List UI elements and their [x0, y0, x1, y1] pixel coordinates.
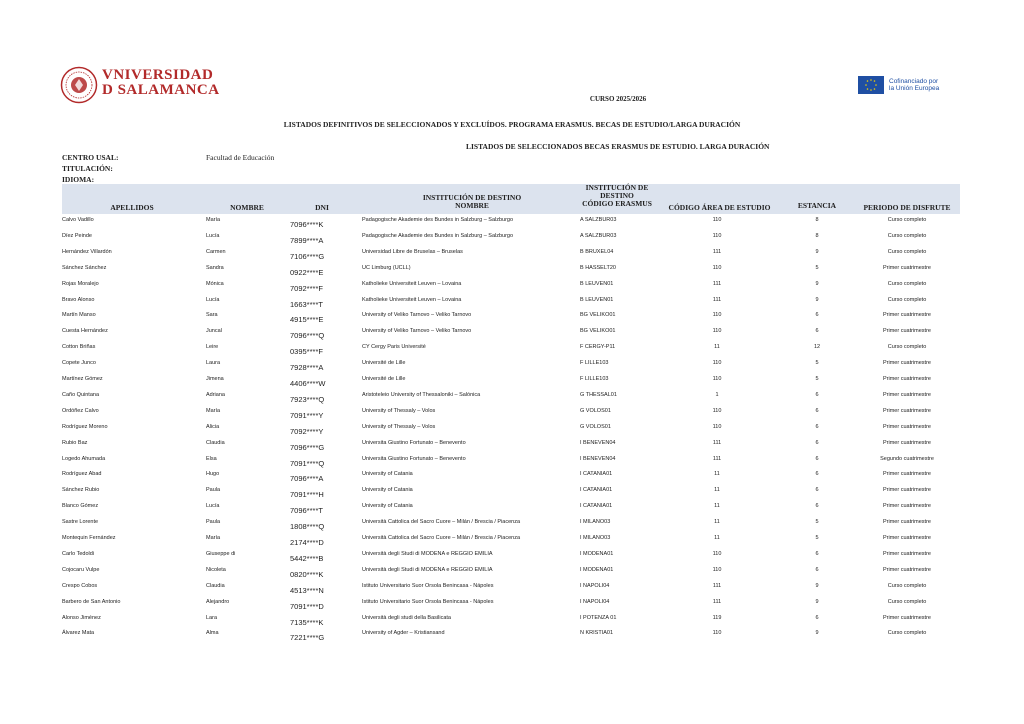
- cell-estancia: 6: [815, 487, 819, 494]
- cell-institucion: University of Agder – Kristiansand: [362, 630, 445, 637]
- cell-dni: 7091****Y: [290, 410, 324, 420]
- cell-periodo: Primer cuatrimestre: [883, 471, 931, 478]
- cell-apellidos: Hernández Villardón: [62, 248, 112, 255]
- academic-year: CURSO 2025/2026: [589, 95, 647, 103]
- cell-periodo: Primer cuatrimestre: [883, 439, 931, 446]
- cell-estancia: 5: [815, 264, 819, 271]
- cell-institucion: Katholieke Universiteit Leuven – Lovaina: [362, 280, 462, 287]
- header-periodo: PERIODO DE DISFRUTE: [863, 203, 951, 212]
- cell-codigo: I NAPOLI04: [580, 582, 610, 589]
- cell-nombre: Carmen: [206, 248, 226, 255]
- cell-periodo: Segundo cuatrimestre: [880, 455, 934, 462]
- cell-estancia: 6: [815, 503, 819, 510]
- cell-area: 110: [712, 423, 722, 430]
- cell-estancia: 9: [815, 280, 819, 287]
- cell-apellidos: Rubio Baz: [62, 439, 88, 446]
- cell-area: 110: [712, 550, 722, 557]
- cell-estancia: 12: [813, 344, 821, 351]
- cell-area: 11: [714, 344, 720, 351]
- cell-dni: 7106****G: [290, 251, 325, 261]
- table-row: [62, 548, 960, 562]
- table-row: [62, 341, 960, 355]
- cell-codigo: F LILLE103: [580, 376, 609, 382]
- cell-nombre: Adriana: [206, 391, 225, 398]
- cell-codigo: A SALZBUR03: [580, 232, 617, 239]
- cell-estancia: 6: [815, 550, 819, 557]
- cell-nombre: Lara: [206, 614, 218, 621]
- cell-dni: 0395****F: [290, 347, 323, 357]
- header-institucion-line1: INSTITUCIÓN DE DESTINO: [422, 193, 522, 202]
- cell-periodo: Curso completo: [887, 280, 927, 287]
- cell-estancia: 9: [815, 296, 819, 303]
- cell-area: 11: [714, 471, 720, 478]
- cell-dni: 7096****Q: [290, 331, 325, 341]
- cell-dni: 7135****K: [290, 617, 324, 627]
- cell-institucion: Universidad Libre de Bruselas – Bruselas: [362, 248, 463, 255]
- cell-nombre: Alicia: [206, 423, 220, 430]
- cell-area: 110: [712, 264, 722, 271]
- cell-codigo: B BRUXEL04: [580, 248, 614, 255]
- table-row: [62, 325, 960, 339]
- table-row: [62, 278, 960, 292]
- eu-text: [889, 78, 939, 92]
- cell-periodo: Primer cuatrimestre: [883, 519, 931, 526]
- cell-area: 11: [714, 503, 720, 510]
- cell-institucion: Université de Lille: [362, 360, 406, 367]
- university-wordmark: [102, 68, 220, 98]
- cell-area: 110: [712, 328, 722, 335]
- cell-apellidos: Calvo Vadillo: [62, 217, 94, 223]
- cell-estancia: 6: [815, 471, 819, 478]
- header-institucion: [392, 194, 552, 210]
- cell-codigo: I MODENA01: [580, 550, 614, 557]
- eu-text-line1: Cofinanciado por: [889, 78, 939, 85]
- cell-estancia: 8: [815, 232, 819, 239]
- cell-apellidos: Blanco Gómez: [62, 503, 99, 510]
- cell-codigo: B HASSELT20: [580, 264, 616, 271]
- cell-codigo: I BENEVEN04: [580, 439, 616, 446]
- cell-area: 111: [712, 248, 722, 255]
- header-codigo-erasmus: [572, 184, 662, 208]
- cell-nombre: Mónica: [206, 280, 224, 287]
- cell-periodo: Curso completo: [887, 630, 927, 637]
- header-nombre: NOMBRE: [230, 203, 264, 212]
- cell-apellidos: Ordóñez Calvo: [62, 407, 99, 414]
- cell-area: 1: [715, 391, 719, 398]
- cell-codigo: G VOLOS01: [580, 407, 611, 414]
- cell-apellidos: Sastre Lorente: [62, 519, 99, 526]
- cell-codigo: F LILLE103: [580, 360, 609, 367]
- cell-dni: 7096****G: [290, 442, 325, 452]
- cell-institucion: University of Veliko Tarnovo – Veliko Tarnovo: [362, 328, 472, 335]
- cell-dni: 7096****K: [290, 220, 324, 229]
- cell-dni: 7092****F: [290, 283, 323, 293]
- cell-area: 110: [712, 232, 722, 239]
- cell-estancia: 6: [815, 439, 819, 446]
- cell-periodo: Primer cuatrimestre: [883, 407, 931, 414]
- cell-nombre: Hugo: [206, 471, 220, 478]
- cell-apellidos: Sánchez Sánchez: [62, 264, 107, 271]
- cell-dni: 1808****Q: [290, 522, 325, 532]
- wordmark-line1: VNIVERSIDAD: [102, 67, 214, 83]
- cell-estancia: 8: [815, 217, 819, 223]
- table-row: [62, 516, 960, 530]
- cell-codigo: BG VELIKO01: [580, 328, 616, 335]
- cell-area: 111: [712, 280, 722, 287]
- cell-dni: 7092****Y: [290, 426, 324, 436]
- table-row: [62, 580, 960, 594]
- table-row: [62, 468, 960, 482]
- cell-area: 110: [712, 566, 722, 573]
- cell-apellidos: Álvarez Mata: [62, 630, 95, 637]
- cell-area: 110: [712, 376, 722, 382]
- cell-area: 110: [712, 630, 722, 637]
- cell-institucion: Istituto Universitario Suor Orsola Benincasa - Nápoles: [362, 582, 494, 589]
- cell-periodo: Curso completo: [887, 344, 927, 351]
- cell-area: 111: [712, 439, 722, 446]
- cell-apellidos: Carlo Tedoldi: [62, 550, 95, 557]
- cell-estancia: 9: [815, 248, 819, 255]
- table-row: [62, 262, 960, 276]
- cell-periodo: Primer cuatrimestre: [883, 360, 931, 367]
- cell-estancia: 5: [815, 535, 819, 541]
- cell-institucion: UC Limburg (UCLL): [362, 264, 411, 271]
- header-apellidos: APELLIDOS: [110, 203, 154, 212]
- cell-estancia: 5: [815, 376, 819, 382]
- cell-area: 111: [712, 582, 722, 589]
- cell-apellidos: Cotton Briñas: [62, 344, 96, 351]
- cell-dni: 7923****Q: [290, 394, 325, 404]
- cell-nombre: Laura: [206, 360, 221, 367]
- cell-area: 111: [712, 598, 722, 605]
- cell-estancia: 6: [815, 423, 819, 430]
- cell-institucion: Padagogische Akademie des Bundes in Salzburg – Salzburgo: [362, 232, 514, 239]
- table-header: [62, 184, 960, 214]
- cell-estancia: 6: [815, 455, 819, 462]
- cell-estancia: 6: [815, 328, 819, 335]
- table-row: [62, 627, 960, 641]
- list-subtitle: LISTADOS DE SELECCIONADOS BECAS ERASMUS DE ESTUDIO. LARGA DURACIÓN: [466, 142, 770, 151]
- header-area: CÓDIGO ÁREA DE ESTUDIO: [668, 203, 771, 212]
- cell-codigo: B LEUVEN01: [580, 280, 614, 287]
- cell-estancia: 5: [815, 519, 819, 526]
- centro-value: Facultad de Educación: [206, 153, 275, 162]
- cell-nombre: Paula: [206, 487, 221, 494]
- cell-codigo: BG VELIKO01: [580, 312, 616, 319]
- cell-institucion: University of Catania: [362, 503, 413, 510]
- cell-institucion: Università degli Studi di MODENA e REGGIO EMILIA: [362, 566, 493, 573]
- cell-apellidos: Martínez Gómez: [62, 376, 103, 382]
- cell-codigo: I CATANIA01: [580, 487, 613, 494]
- centro-label: CENTRO USAL:: [62, 153, 119, 162]
- cell-codigo: N KRISTIA01: [580, 630, 614, 637]
- cell-apellidos: Barbero de San Antonio: [62, 598, 121, 605]
- table-row: [62, 294, 960, 308]
- cell-dni: 5442****B: [290, 553, 324, 563]
- cell-apellidos: Caño Quintana: [62, 391, 99, 398]
- cell-nombre: Juncal: [206, 328, 222, 335]
- cell-codigo: I BENEVEN04: [580, 455, 616, 462]
- cell-institucion: Universita Giustino Fortunato – Benevento: [362, 439, 466, 446]
- cell-apellidos: Martín Manso: [62, 312, 96, 319]
- cell-institucion: University of Thessaly – Volos: [362, 407, 436, 414]
- table-row: [62, 309, 960, 323]
- cell-institucion: Istituto Universitario Suor Orsola Benincasa - Nápoles: [362, 598, 494, 605]
- table-row: [62, 230, 960, 244]
- cell-nombre: Nicoleta: [206, 566, 226, 573]
- table-row: [62, 532, 960, 546]
- cell-estancia: 9: [815, 598, 819, 605]
- cell-dni: 4915****E: [290, 315, 324, 325]
- cell-estancia: 6: [815, 407, 819, 414]
- header-codigo-line2: DESTINO: [600, 191, 634, 200]
- cell-codigo: I CATANIA01: [580, 503, 613, 510]
- cell-codigo: I POTENZA 01: [580, 614, 617, 621]
- cell-institucion: Université de Lille: [362, 376, 406, 382]
- eu-cofunding-logo: [858, 76, 939, 94]
- cell-nombre: Claudia: [206, 439, 225, 446]
- cell-codigo: A SALZBUR03: [580, 217, 617, 223]
- cell-institucion: Aristoteleio University of Thessaloniki – Salónica: [362, 391, 481, 398]
- table-row: [62, 214, 960, 228]
- cell-nombre: Alma: [206, 630, 219, 637]
- titulacion-label: TITULACIÓN:: [62, 164, 113, 173]
- cell-codigo: I NAPOLI04: [580, 598, 610, 605]
- cell-apellidos: Alonso Jiménez: [62, 614, 101, 621]
- table-row: [62, 484, 960, 498]
- eu-flag-icon: [858, 76, 884, 94]
- cell-estancia: 9: [815, 582, 819, 589]
- cell-institucion: University of Veliko Tarnovo – Veliko Tarnovo: [362, 312, 472, 319]
- cell-institucion: Padagogische Akademie des Bundes in Salzburg – Salzburgo: [362, 217, 514, 223]
- cell-area: 110: [712, 217, 722, 223]
- cell-periodo: Curso completo: [887, 598, 927, 605]
- cell-estancia: 6: [815, 566, 819, 573]
- cell-nombre: Lucía: [206, 296, 220, 303]
- cell-dni: 7091****Q: [290, 458, 325, 468]
- table-row: [62, 500, 960, 514]
- cell-nombre: María: [206, 535, 221, 541]
- eu-text-line2: la Unión Europea: [889, 85, 940, 92]
- cell-codigo: G THESSAL01: [580, 391, 617, 398]
- cell-nombre: Lucía: [206, 232, 220, 239]
- cell-nombre: Alejandro: [206, 598, 230, 605]
- cell-apellidos: Sánchez Rubio: [62, 487, 100, 494]
- header-institucion-line2: NOMBRE: [455, 201, 489, 210]
- cell-area: 111: [712, 296, 722, 303]
- cell-periodo: Primer cuatrimestre: [883, 535, 931, 541]
- cell-institucion: Università degli Studi di MODENA e REGGIO EMILIA: [362, 550, 493, 557]
- cell-codigo: F CERGY-P11: [580, 344, 616, 351]
- cell-codigo: G VOLOS01: [580, 423, 611, 430]
- cell-apellidos: Cojocaru Vulpe: [62, 566, 100, 573]
- cell-area: 111: [712, 455, 722, 462]
- cell-periodo: Curso completo: [887, 217, 927, 223]
- cell-area: 11: [714, 535, 720, 541]
- table-row: [62, 246, 960, 260]
- table-row: [62, 357, 960, 371]
- table-row: [62, 405, 960, 419]
- cell-apellidos: Cuesta Hernández: [62, 328, 108, 335]
- cell-codigo: I MILANO03: [580, 519, 611, 526]
- cell-institucion: Università Cattolica del Sacro Cuore – Milán / Brescia / Piacenza: [362, 519, 521, 526]
- header-codigo-line3: CÓDIGO ERASMUS: [582, 199, 652, 208]
- header-estancia: ESTANCIA: [797, 201, 837, 210]
- cell-periodo: Primer cuatrimestre: [883, 487, 931, 494]
- cell-nombre: María: [206, 217, 221, 223]
- cell-periodo: Primer cuatrimestre: [883, 550, 931, 557]
- cell-apellidos: Rodríguez Moreno: [62, 423, 108, 430]
- cell-dni: 7899****A: [290, 235, 324, 245]
- cell-apellidos: Rojas Moralejo: [62, 280, 99, 287]
- cell-nombre: Lucía: [206, 503, 220, 510]
- table-row: [62, 389, 960, 403]
- cell-periodo: Primer cuatrimestre: [883, 423, 931, 430]
- cell-dni: 7928****A: [290, 363, 324, 373]
- cell-codigo: B LEUVEN01: [580, 296, 614, 303]
- cell-area: 11: [714, 487, 720, 494]
- cell-nombre: Paula: [206, 519, 221, 526]
- cell-dni: 7096****T: [290, 506, 323, 516]
- cell-apellidos: Bravo Alonso: [62, 296, 95, 303]
- cell-dni: 0820****K: [290, 569, 324, 579]
- wordmark-line2: D SALAMANCA: [102, 82, 220, 98]
- cell-institucion: University of Thessaly – Volos: [362, 423, 436, 430]
- cell-area: 11: [714, 519, 720, 526]
- cell-periodo: Primer cuatrimestre: [883, 391, 931, 398]
- cell-periodo: Curso completo: [887, 582, 927, 589]
- cell-area: 110: [712, 312, 722, 319]
- cell-apellidos: Díez Peinde: [62, 232, 92, 239]
- cell-area: 110: [712, 360, 722, 367]
- table-row: [62, 437, 960, 451]
- cell-dni: 2174****D: [290, 538, 324, 547]
- cell-nombre: Sara: [206, 312, 218, 319]
- cell-periodo: Primer cuatrimestre: [883, 264, 931, 271]
- cell-estancia: 6: [815, 614, 819, 621]
- table-row: [62, 373, 960, 387]
- cell-periodo: Primer cuatrimestre: [883, 503, 931, 510]
- header-dni: DNI: [315, 203, 329, 212]
- cell-institucion: Università Cattolica del Sacro Cuore – Milán / Brescia / Piacenza: [362, 535, 521, 541]
- cell-apellidos: Rodríguez Abad: [62, 471, 102, 478]
- cell-institucion: Katholieke Universiteit Leuven – Lovaina: [362, 296, 462, 303]
- cell-dni: 7091****H: [290, 490, 324, 500]
- cell-apellidos: Copete Junco: [62, 360, 96, 367]
- header-codigo-line1: INSTITUCIÓN DE: [585, 183, 649, 192]
- cell-estancia: 6: [815, 312, 819, 319]
- cell-institucion: University of Catania: [362, 487, 413, 494]
- cell-institucion: University of Catania: [362, 471, 413, 478]
- idioma-label: IDIOMA:: [62, 175, 95, 184]
- cell-codigo: I MODENA01: [580, 566, 614, 573]
- cell-periodo: Primer cuatrimestre: [883, 566, 931, 573]
- cell-periodo: Primer cuatrimestre: [883, 614, 931, 621]
- cell-dni: 7221****G: [290, 633, 325, 643]
- cell-estancia: 9: [815, 630, 819, 637]
- cell-apellidos: Montequin Fernández: [62, 535, 116, 541]
- cell-institucion: Universita Giustino Fortunato – Benevento: [362, 455, 466, 462]
- cell-periodo: Primer cuatrimestre: [883, 376, 931, 382]
- cell-estancia: 5: [815, 360, 819, 367]
- cell-institucion: CY Cergy Paris Université: [362, 344, 426, 351]
- cell-institucion: Università degli studi della Basilicata: [362, 614, 451, 621]
- cell-dni: 7096****A: [290, 474, 324, 484]
- cell-dni: 4513****N: [290, 585, 324, 595]
- cell-nombre: Elsa: [206, 455, 217, 462]
- cell-dni: 0922****E: [290, 267, 324, 277]
- cell-periodo: Primer cuatrimestre: [883, 328, 931, 335]
- cell-nombre: Claudia: [206, 582, 225, 589]
- table-row: [62, 564, 960, 578]
- table-row: [62, 453, 960, 467]
- cell-dni: 1663****T: [290, 299, 323, 309]
- cell-nombre: Jimena: [206, 376, 224, 382]
- cell-codigo: I MILANO03: [580, 535, 611, 541]
- cell-codigo: I CATANIA01: [580, 471, 613, 478]
- cell-periodo: Curso completo: [887, 232, 927, 239]
- cell-area: 110: [712, 407, 722, 414]
- document-title: LISTADOS DEFINITIVOS DE SELECCIONADOS Y EXCLUÍDOS. PROGRAMA ERASMUS. BECAS DE ESTUDIO/LARGA DURACIÓN: [283, 120, 741, 129]
- table-row: [62, 421, 960, 435]
- cell-nombre: Giuseppe di: [206, 550, 236, 557]
- cell-area: 119: [712, 614, 722, 621]
- table-row: [62, 596, 960, 610]
- cell-periodo: Curso completo: [887, 296, 927, 303]
- cell-apellidos: Crespo Cobos: [62, 582, 98, 589]
- cell-nombre: Leire: [206, 344, 219, 351]
- cell-apellidos: Logedo Ahumada: [62, 455, 106, 462]
- cell-dni: 4406****W: [290, 379, 326, 388]
- cell-periodo: Primer cuatrimestre: [883, 312, 931, 319]
- cell-dni: 7091****D: [290, 601, 324, 611]
- table-row: [62, 612, 960, 626]
- cell-nombre: Sandra: [206, 264, 224, 271]
- cell-periodo: Curso completo: [887, 248, 927, 255]
- cell-nombre: María: [206, 407, 221, 414]
- cell-estancia: 6: [815, 391, 819, 398]
